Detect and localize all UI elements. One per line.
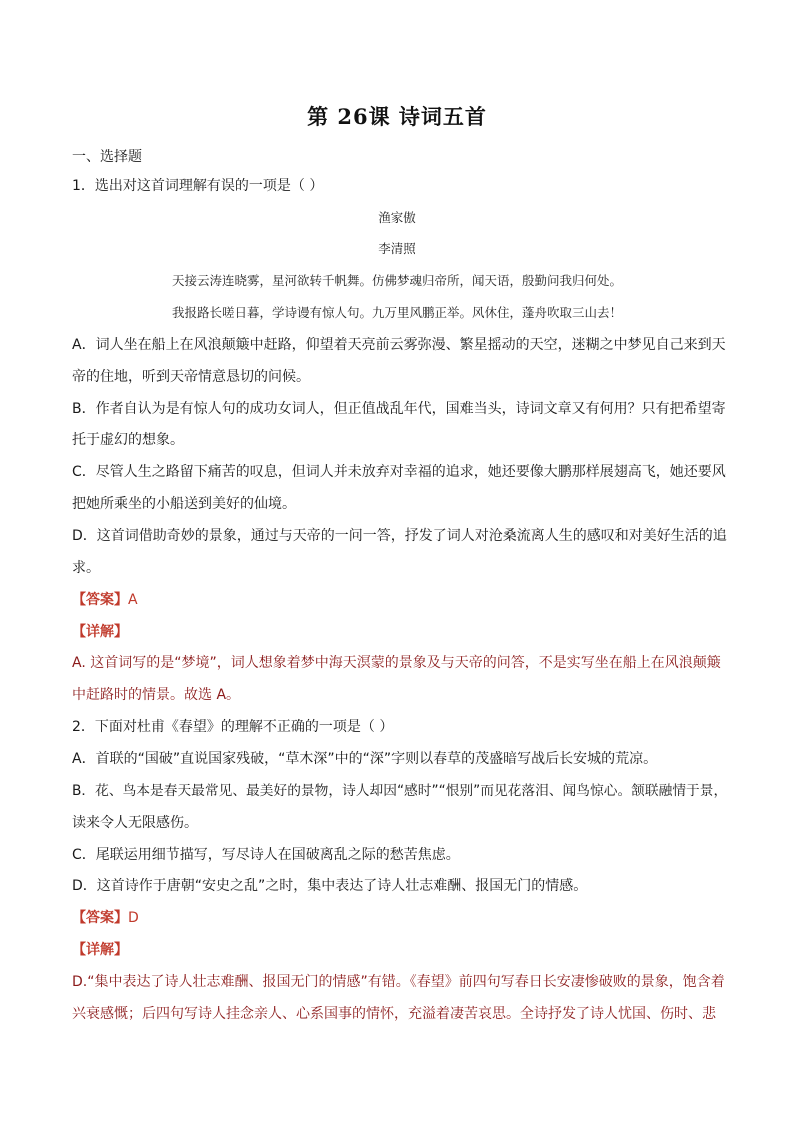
poem-line-1: 天接云涛连晓雾，星河欲转千帆舞。仿佛梦魂归帝所，闻天语，殷勤问我归何处。	[171, 273, 622, 288]
detail-label: 【详解】	[72, 942, 128, 958]
q2-option-d: D．这首诗作于唐朝“安史之乱”之时，集中表达了诗人壮志难酬、报国无门的情感。	[72, 878, 588, 894]
answer-value: A	[128, 592, 138, 608]
q2-detail-label	[72, 941, 128, 959]
q1-detail-text: A. 这首词写的是“梦境”，词人想象着梦中海天溟蒙的景象及与天帝的问答，不是实写坐在船上在风浪颠簸	[72, 655, 721, 671]
q2-option-c: C．尾联运用细节描写，写尽诗人在国破离乱之际的愁苦焦虑。	[72, 847, 460, 863]
q2-option-a: A．首联的“国破”直说国家残破，“草木深”中的“深”字则以春草的茂盛暗写战后长安城的荒凉。	[72, 751, 658, 767]
q1-detail-label	[72, 623, 128, 641]
detail-label: 【详解】	[72, 624, 128, 640]
answer-value: D	[128, 910, 139, 926]
q1-option-b: B．作者自认为是有惊人句的成功女词人，但正值战乱年代，国难当头，诗词文章又有何用？只有把希望寄	[72, 401, 726, 417]
q2-answer	[72, 909, 139, 927]
poem-line-2: 我报路长嗟日暮，学诗谩有惊人句。九万里风鹏正举。风休住，蓬舟吹取三山去！	[171, 305, 622, 320]
section-heading: 一、选择题	[72, 149, 142, 165]
poem-author: 李清照	[378, 241, 416, 256]
q1-option-a: A．词人坐在船上在风浪颠簸中赶路，仰望着天亮前云雾弥漫、繁星摇动的天空，迷糊之中梦见自己来到天	[72, 337, 726, 353]
q1-option-d: D．这首词借助奇妙的景象，通过与天帝的一问一答，抒发了词人对沧桑流离人生的感叹和对美好生活的追	[72, 528, 727, 544]
q2-detail-text-cont: 兴衰感慨；后四句写诗人挂念亲人、心系国事的情怀，充溢着凄苦哀思。全诗抒发了诗人忧国、伤时、悲	[72, 1006, 716, 1022]
q1-stem: 1．选出对这首词理解有误的一项是（ ）	[72, 178, 324, 194]
q1-answer	[72, 591, 138, 609]
q2-option-b-cont: 读来令人无限感伤。	[72, 815, 198, 831]
page-title: 第 26课 诗词五首	[307, 104, 487, 129]
q1-option-d-cont: 求。	[72, 560, 100, 576]
poem-title: 渔家傲	[378, 210, 416, 225]
q1-option-a-cont: 帝的住地，听到天帝情意恳切的问候。	[72, 369, 310, 385]
q1-option-c-cont: 把她所乘坐的小船送到美好的仙境。	[72, 496, 296, 512]
q2-option-b: B．花、鸟本是春天最常见、最美好的景物，诗人却因“感时”“恨别”而见花落泪、闻鸟惊心。颔联融情于景，	[72, 783, 728, 799]
q2-detail-text: D.“集中表达了诗人壮志难酬、报国无门的情感”有错。《春望》前四句写春日长安凄惨破败的景象，饱含着	[72, 974, 725, 990]
q1-option-b-cont: 托于虚幻的想象。	[72, 432, 184, 448]
q1-detail-text-cont: 中赶路时的情景。故选 A。	[72, 687, 241, 703]
answer-label: 【答案】	[72, 592, 128, 608]
q1-option-c: C．尽管人生之路留下痛苦的叹息，但词人并未放弃对幸福的追求，她还要像大鹏那样展翅高飞，她还要风	[72, 464, 726, 480]
answer-label: 【答案】	[72, 910, 128, 926]
q2-stem: 2．下面对杜甫《春望》的理解不正确的一项是（ ）	[72, 719, 394, 735]
